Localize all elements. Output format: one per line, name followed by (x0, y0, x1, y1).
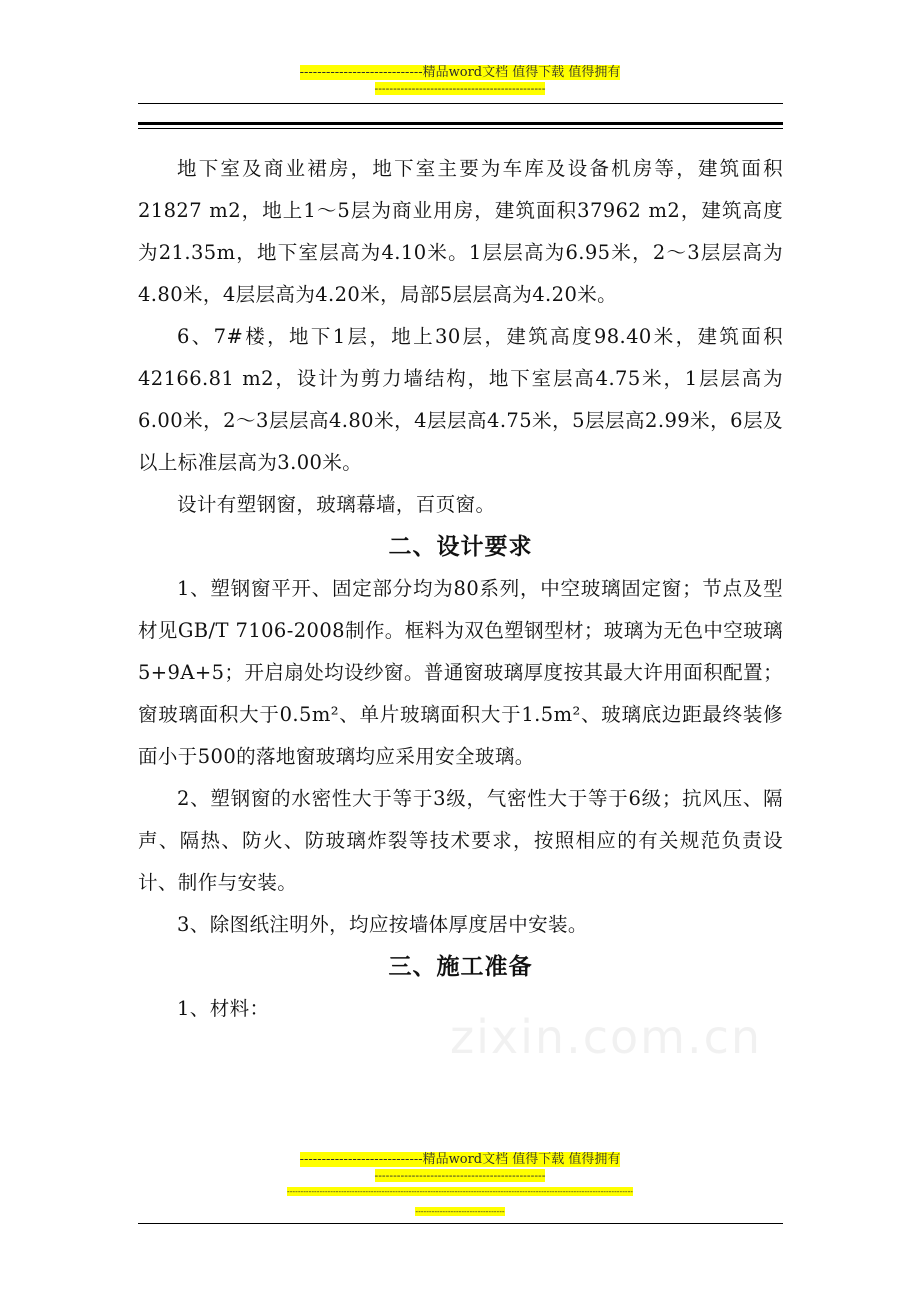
paragraph-requirement-3: 3、除图纸注明外，均应按墙体厚度居中安装。 (177, 913, 588, 936)
header-rule-double (138, 122, 783, 125)
header-text-1: ----------------------------精品word文档 值得下载 值得拥有 (299, 65, 621, 80)
section-heading-design-requirements: 二、设计要求 (388, 534, 533, 560)
header-line-1 (0, 64, 920, 82)
document-body (138, 148, 783, 1030)
header-rule-thin (138, 128, 783, 129)
paragraph-requirement-2: 2、塑钢窗的水密性大于等于3级，气密性大于等于6级；抗风压、隔声、隔热、防火、防玻璃炸裂等技术要求，按照相应的有关规范负责设计、制作与安装。 (138, 787, 783, 894)
section-heading-construction-prep: 三、施工准备 (388, 954, 533, 980)
footer-line-4 (0, 1206, 920, 1218)
footer-text-3: -------------------------------------------------------------------------------------------------------------------------------- (287, 1187, 633, 1196)
header-line-2 (0, 83, 920, 95)
footer-rule (138, 1223, 783, 1224)
paragraph-materials: 1、材料： (177, 997, 270, 1020)
header-text-2: ---------------------------------------------- (374, 82, 546, 95)
paragraph-basement: 地下室及商业裙房，地下室主要为车库及设备机房等，建筑面积21827 m2，地上1～5层为商业用房，建筑面积37962 m2，建筑高度为21.35m，地下室层高为4.10米。1层层高为6.95米，2～3层层高为4.80米，4层层高为4.20米，局部5层层高为4.20米。 (138, 157, 783, 306)
watermark: zixin.com.cn (450, 1010, 763, 1064)
footer-text-1: ----------------------------精品word文档 值得下载 值得拥有 (299, 1152, 621, 1167)
footer-line-2 (0, 1170, 920, 1182)
footer-line-1 (0, 1151, 920, 1169)
footer-text-4: --------------------------------- (415, 1207, 505, 1216)
paragraph-requirement-1: 1、塑钢窗平开、固定部分均为80系列，中空玻璃固定窗；节点及型材见GB/T 7106-2008制作。框料为双色塑钢型材；玻璃为无色中空玻璃5+9A+5；开启扇处均设纱窗。普通窗玻璃厚度按其最大许用面积配置；窗玻璃面积大于0.5m²、单片玻璃面积大于1.5m²、玻璃底边距最终装修面小于500的落地窗玻璃均应采用安全玻璃。 (138, 577, 783, 768)
header-rule-top (138, 103, 783, 104)
paragraph-building-67: 6、7#楼，地下1层，地上30层，建筑高度98.40米，建筑面积42166.81 m2，设计为剪力墙结构，地下室层高4.75米，1层层高为6.00米，2～3层层高4.80米，4层层高4.75米，5层层高2.99米，6层及以上标准层高为3.00米。 (138, 325, 783, 474)
footer-text-2: ---------------------------------------------- (374, 1169, 546, 1182)
footer-line-3 (0, 1186, 920, 1198)
paragraph-windows: 设计有塑钢窗，玻璃幕墙，百页窗。 (177, 493, 496, 516)
